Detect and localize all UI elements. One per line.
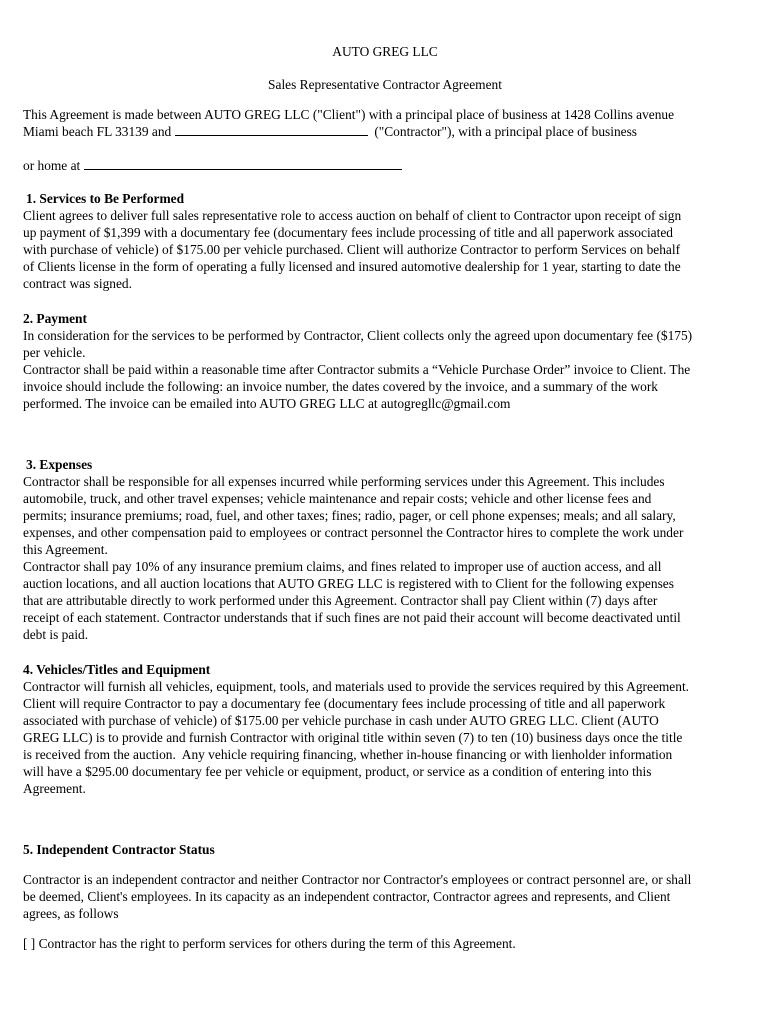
section-3-line: permits; insurance premiums; road, fuel, and other taxes; fines; radio, pager, or cell phone expenses; meals; and all salary, [23,508,676,523]
section-3-line: that are attributable directly to work performed under this Agreement. Contractor shall pay Client within (7) days after [23,593,658,608]
contractor-address-blank[interactable] [84,158,402,170]
section-4-line: will have a $295.00 documentary fee per vehicle or equipment, product, or service as a condition of entering into this [23,764,652,779]
intro-line-2 [23,123,637,140]
intro-line-3-start: or home at [23,158,81,173]
intro-line-1: This Agreement is made between AUTO GREG LLC ("Client") with a principal place of business at 1428 Collins avenue [23,107,675,122]
section-3-line: auction locations, and all auction locations that AUTO GREG LLC is registered with to Client for the following expenses [23,576,674,591]
section-1-heading: 1. Services to Be Performed [26,191,185,206]
section-3-line: this Agreement. [23,542,108,557]
section-4-line: Client will require Contractor to pay a documentary fee (documentary fees include processing of title and all paperwork [23,696,666,711]
section-2-line: In consideration for the services to be performed by Contractor, Client collects only the agreed upon documentary fee ($175) [23,328,693,343]
intro-line-2-end: ("Contractor"), with a principal place of business [374,124,638,139]
section-3-line: expenses, and other compensation paid to employees or contract personnel the Contractor hires to complete the work under [23,525,684,540]
company-title: AUTO GREG LLC [332,44,438,59]
section-5-line: be deemed, Client's employees. In its capacity as an independent contractor, Contractor agrees and represents, and Client [23,889,671,904]
section-1-line: of Clients license in the form of operating a fully licensed and insured automotive dealership for 1 year, starting to date the [23,259,681,274]
section-4-heading: 4. Vehicles/Titles and Equipment [23,662,211,677]
section-3-line: automobile, truck, and other travel expenses; vehicle maintenance and repair costs; vehicle and other license fees and [23,491,652,506]
section-5-heading: 5. Independent Contractor Status [23,842,215,857]
section-1-line: Client agrees to deliver full sales representative role to access auction on behalf of client to Contractor upon receipt of sign [23,208,682,223]
section-4-line: GREG LLC) is to provide and furnish Contractor with original title within seven (7) to ten (10) business days once the title [23,730,683,745]
section-2-heading: 2. Payment [23,311,87,326]
section-2-line: per vehicle. [23,345,86,360]
section-3-line: receipt of each statement. Contractor understands that if such fines are not paid their account will become deactivated until [23,610,681,625]
section-2-line: Contractor shall be paid within a reasonable time after Contractor submits a “Vehicle Purchase Order” invoice to Client. The [23,362,691,377]
section-4-line: is received from the auction. Any vehicle requiring financing, whether in-house financing or with lienholder information [23,747,673,762]
section-3-heading: 3. Expenses [26,457,93,472]
section-2-line: invoice should include the following: an invoice number, the dates covered by the invoice, and a summary of the work [23,379,658,394]
contractor-name-blank[interactable] [175,124,368,136]
section-3-line: debt is paid. [23,627,89,642]
section-4-line: Agreement. [23,781,86,796]
section-3-line: Contractor shall pay 10% of any insurance premium claims, and fines related to improper use of auction access, and all [23,559,662,574]
section-3-line: Contractor shall be responsible for all expenses incurred while performing services under this Agreement. This includes [23,474,665,489]
section-1-line: up payment of $1,399 with a documentary fee (documentary fees include processing of title and all paperwork associated [23,225,673,240]
document-title: Sales Representative Contractor Agreement [268,77,502,92]
section-5-line: Contractor is an independent contractor and neither Contractor nor Contractor's employees or contract personnel are, or shall [23,872,692,887]
intro-line-2-start: Miami beach FL 33139 and [23,124,172,139]
section-2-line: performed. The invoice can be emailed into AUTO GREG LLC at autogregllc@gmail.com [23,396,511,411]
section-1-line: contract was signed. [23,276,132,291]
section-4-line: Contractor will furnish all vehicles, equipment, tools, and materials used to provide the services required by this Agreement. [23,679,690,694]
intro-line-3 [23,157,402,174]
section-5-checkbox-clause[interactable]: [ ] Contractor has the right to perform services for others during the term of this Agreement. [23,936,516,951]
section-1-line: with purchase of vehicle) of $175.00 per vehicle purchased. Client will authorize Contractor to perform Services on behalf [23,242,681,257]
section-4-line: associated with purchase of vehicle) of $175.00 per vehicle purchase in cash under AUTO GREG LLC. Client (AUTO [23,713,659,728]
section-5-line: agrees, as follows [23,906,119,921]
